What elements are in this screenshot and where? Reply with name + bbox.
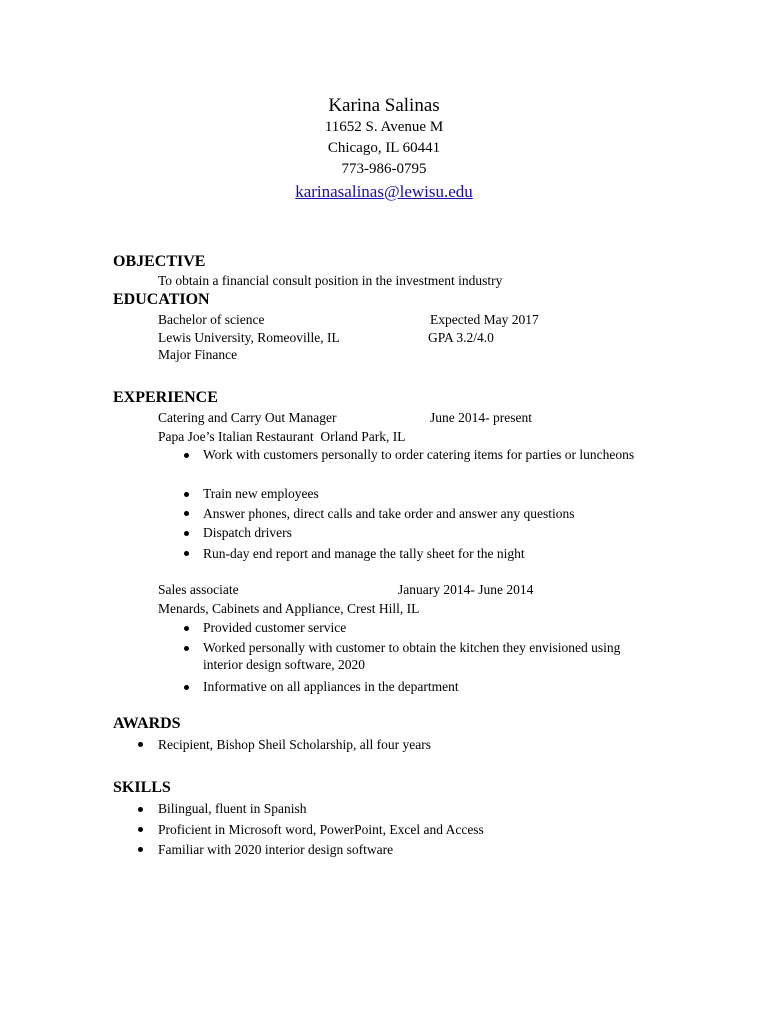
education-gpa: GPA 3.2/4.0 — [428, 330, 494, 345]
skills-heading: SKILLS — [113, 779, 171, 796]
job-dates: January 2014- June 2014 — [398, 582, 534, 597]
job-bullet: Answer phones, direct calls and take order and answer any questions — [203, 506, 575, 521]
job-bullet: Train new employees — [203, 486, 319, 501]
contact-header — [0, 94, 768, 204]
email-link[interactable]: karinasalinas@lewisu.edu — [295, 182, 473, 201]
bullet-icon — [184, 492, 189, 497]
objective-text: To obtain a financial consult position in the investment industry — [158, 273, 503, 288]
job-dates: June 2014- present — [430, 410, 532, 425]
education-heading: EDUCATION — [113, 291, 210, 308]
job-bullet: Worked personally with customer to obtain the kitchen they envisioned using interior design software, 2020 — [203, 640, 621, 672]
education-major: Major Finance — [158, 347, 238, 362]
objective-heading: OBJECTIVE — [113, 253, 206, 270]
bullet-icon — [184, 551, 189, 556]
job-bullet: Informative on all appliances in the department — [203, 679, 459, 694]
bullet-icon — [138, 807, 143, 812]
bullet-icon — [184, 453, 189, 458]
city-state-zip: Chicago, IL 60441 — [327, 140, 441, 156]
experience-heading: EXPERIENCE — [113, 389, 218, 406]
bullet-icon — [184, 531, 189, 536]
job-employer: Papa Joe’s Italian Restaurant Orland Park, IL — [158, 429, 406, 444]
education-degree: Bachelor of science — [158, 312, 265, 327]
awards-heading: AWARDS — [113, 715, 181, 732]
street-address: 11652 S. Avenue M — [324, 119, 444, 135]
job-bullet: Run-day end report and manage the tally sheet for the night — [203, 546, 525, 561]
bullet-icon — [138, 847, 143, 852]
job-title: Sales associate — [158, 582, 239, 597]
education-expected-date: Expected May 2017 — [430, 312, 539, 327]
job-bullet: Provided customer service — [203, 620, 347, 635]
bullet-icon — [138, 742, 143, 747]
skill-item: Familiar with 2020 interior design software — [158, 842, 394, 857]
candidate-name: Karina Salinas — [328, 95, 440, 116]
bullet-icon — [184, 626, 189, 631]
skill-item: Bilingual, fluent in Spanish — [158, 801, 307, 816]
award-item: Recipient, Bishop Sheil Scholarship, all four years — [158, 737, 431, 752]
job-bullet: Work with customers personally to order catering items for parties or luncheons — [203, 447, 635, 462]
education-school: Lewis University, Romeoville, IL — [158, 330, 340, 345]
bullet-icon — [138, 827, 143, 832]
skill-item: Proficient in Microsoft word, PowerPoint, Excel and Access — [158, 822, 484, 837]
job-bullet: Dispatch drivers — [203, 525, 292, 540]
job-title: Catering and Carry Out Manager — [158, 410, 337, 425]
bullet-icon — [184, 511, 189, 516]
phone-number: 773-986-0795 — [341, 161, 427, 177]
bullet-icon — [184, 646, 189, 651]
job-employer: Menards, Cabinets and Appliance, Crest Hill, IL — [158, 601, 420, 616]
bullet-icon — [184, 685, 189, 690]
